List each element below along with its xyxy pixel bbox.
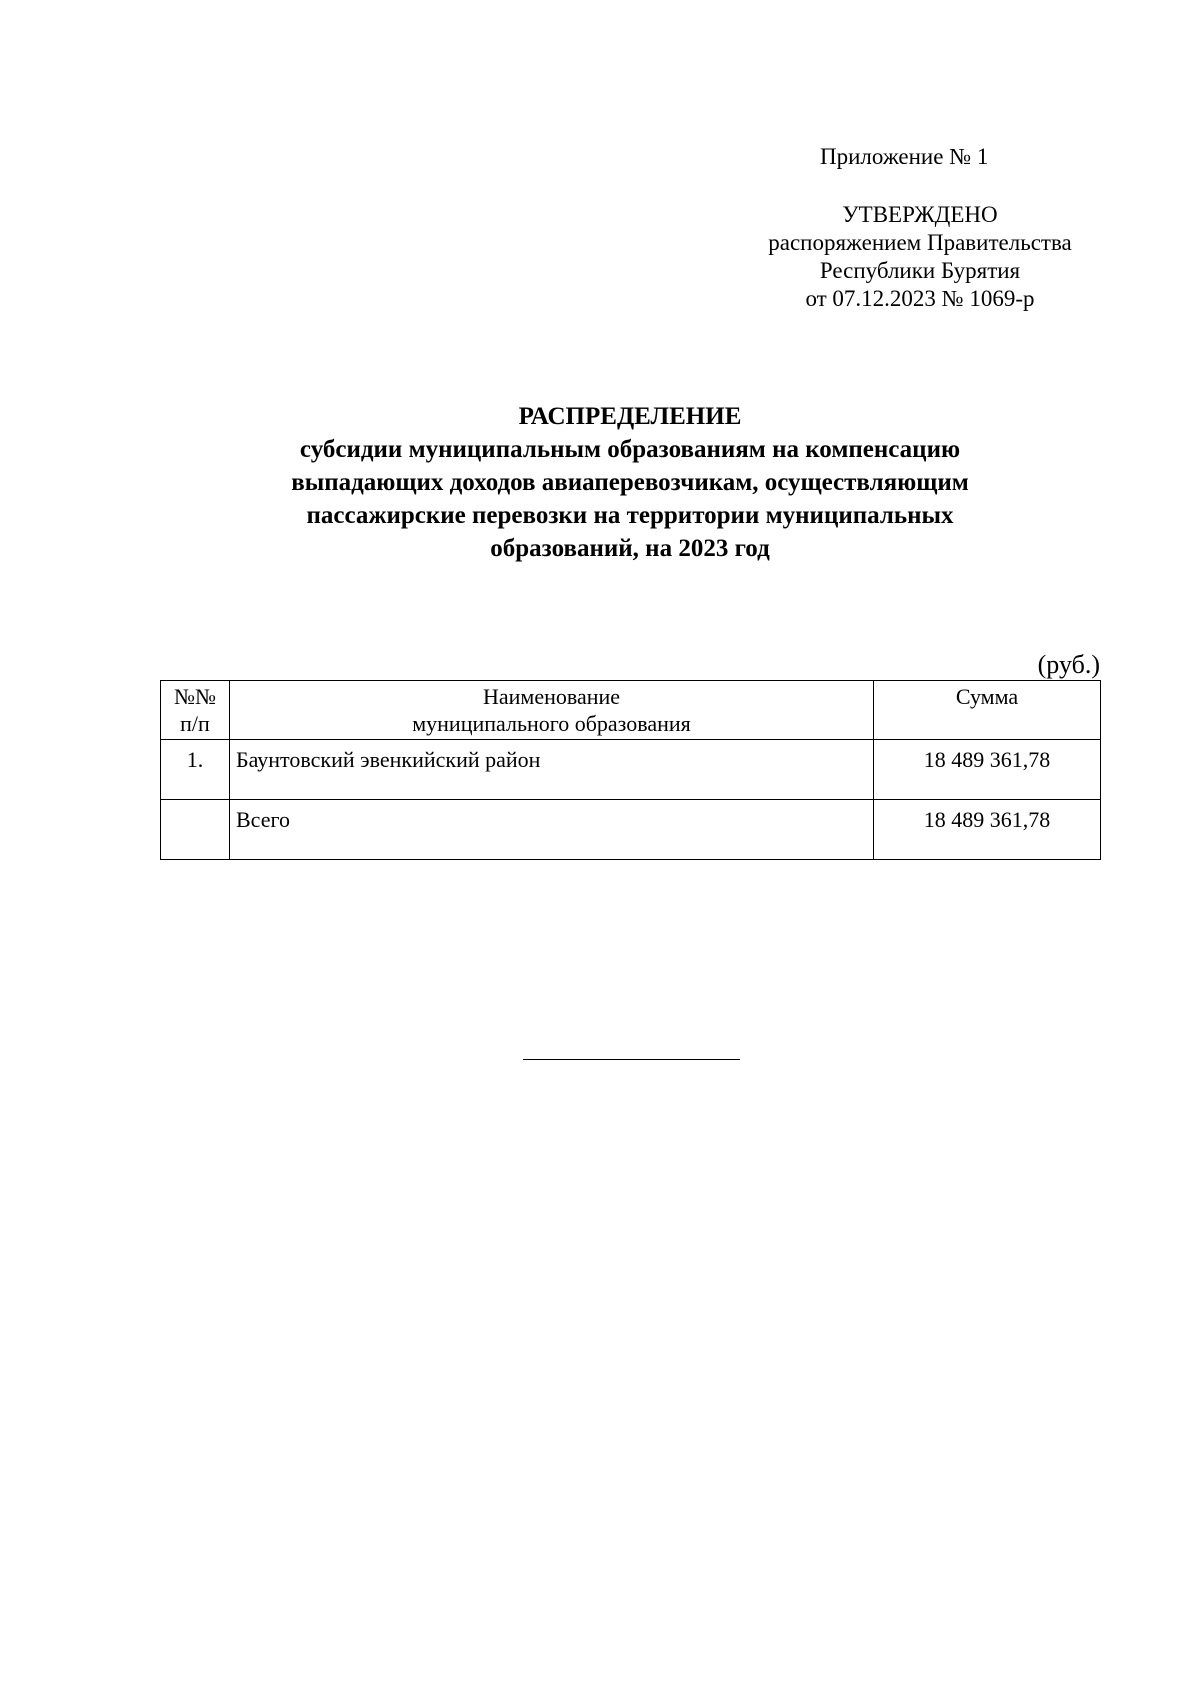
cell-number: 1.: [161, 740, 230, 800]
table-total-row: [161, 800, 1101, 860]
title-line: субсидии муниципальным образованиям на компенсацию: [299, 436, 961, 463]
cell-sum: 18 489 361,78: [874, 740, 1101, 800]
document-title: [190, 400, 1070, 565]
distribution-table: [160, 680, 1101, 860]
annex-label: Приложение № 1: [820, 144, 989, 169]
title-line: образований, на 2023 год: [490, 535, 770, 562]
approval-line-1: распоряжением Правительства: [768, 230, 1072, 255]
approval-stamp: УТВЕРЖДЕНО: [842, 202, 998, 227]
column-header-name-line-1: Наименование: [482, 684, 621, 709]
closing-separator-line: [523, 1059, 740, 1060]
column-header-number-line-2: п/п: [180, 711, 210, 736]
title-heading: РАСПРЕДЕЛЕНИЕ: [518, 403, 742, 430]
approval-line-2: Республики Бурятия: [819, 258, 1021, 283]
column-header-sum: Сумма: [874, 681, 1101, 740]
currency-unit-label: (руб.): [1037, 650, 1100, 679]
column-header-name: [230, 681, 874, 740]
title-line: пассажирские перевозки на территории муниципальных: [306, 502, 954, 529]
approval-block: [740, 201, 1100, 313]
column-header-number: [161, 681, 230, 740]
cell-total-label: Всего: [230, 800, 874, 860]
table-row: [161, 740, 1101, 800]
cell-number: [161, 800, 230, 860]
cell-municipality: Баунтовский эвенкийский район: [230, 740, 874, 800]
title-line: выпадающих доходов авиаперевозчикам, осуществляющим: [291, 469, 969, 496]
cell-total-sum: 18 489 361,78: [874, 800, 1101, 860]
table-header-row: [161, 681, 1101, 740]
column-header-name-line-2: муниципального образования: [412, 711, 691, 736]
approval-line-3: от 07.12.2023 № 1069-р: [805, 286, 1035, 311]
column-header-number-line-1: №№: [174, 684, 216, 709]
